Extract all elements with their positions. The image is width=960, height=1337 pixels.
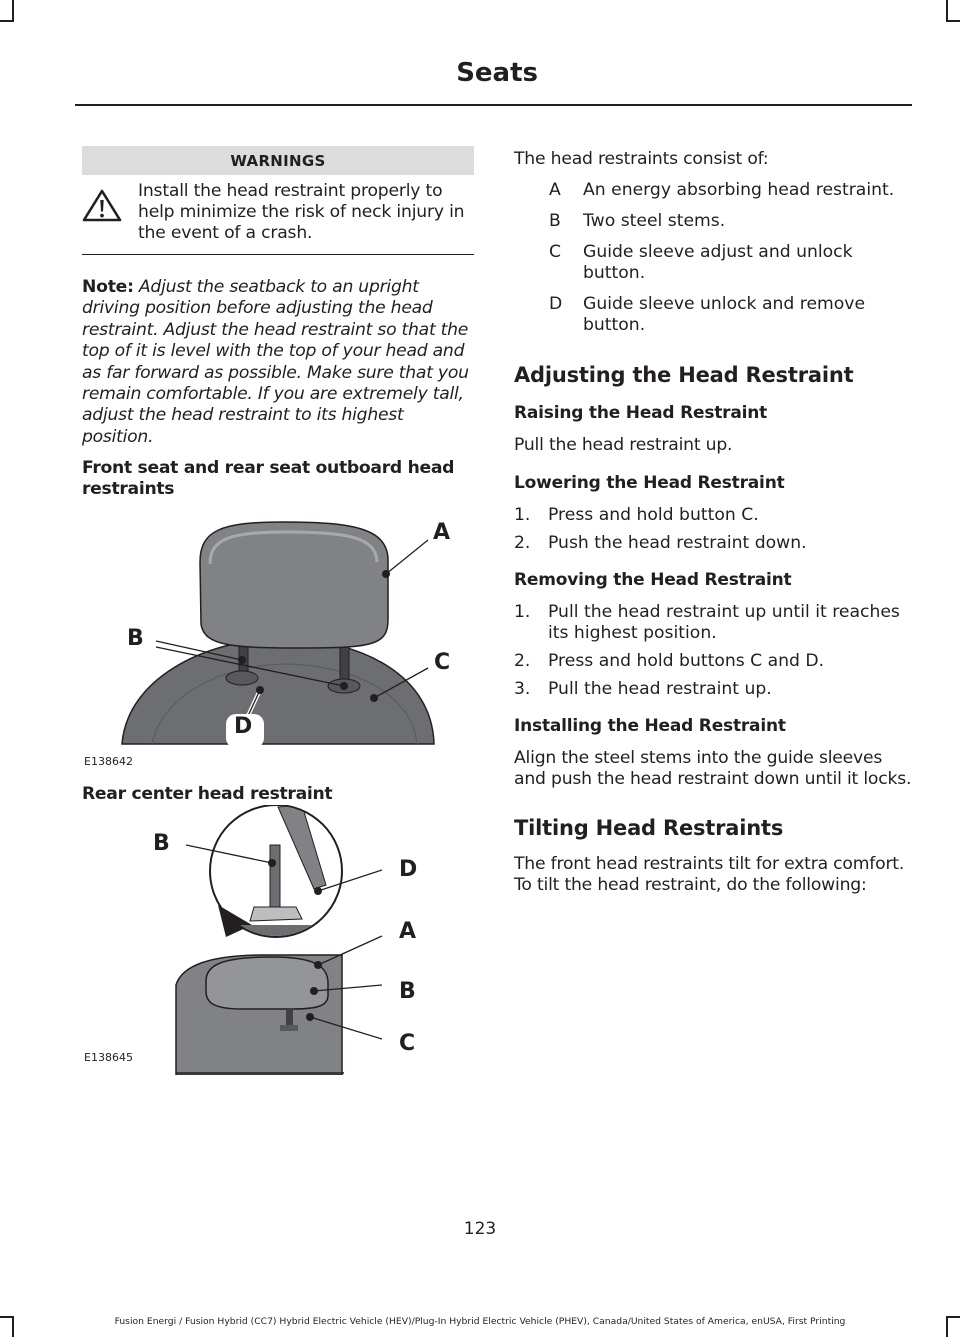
figure2-caption: Rear center head restraint <box>82 784 333 805</box>
left-column <box>82 146 474 1075</box>
list-item <box>514 505 914 526</box>
installing-heading: Installing the Head Restraint <box>514 715 786 736</box>
step-number: 2. <box>514 532 531 553</box>
page-title: Seats <box>456 58 538 88</box>
list-item-key: B <box>549 211 561 232</box>
warning-box <box>82 175 474 255</box>
component-list <box>514 180 914 336</box>
step-number: 1. <box>514 601 531 622</box>
list-item <box>514 211 914 232</box>
crop-mark <box>946 0 948 22</box>
figure1 <box>82 500 474 770</box>
removing-heading: Removing the Head Restraint <box>514 569 792 590</box>
list-item-text: Guide sleeve adjust and unlock button. <box>583 242 853 284</box>
tilting-heading: Tilting Head Restraints <box>514 815 784 840</box>
title-rule <box>75 104 912 106</box>
raising-text: Pull the head restraint up. <box>514 435 733 456</box>
warning-text: Install the head restraint properly to help minimize the risk of neck injury in the event of a crash. <box>138 181 465 243</box>
figure2-label-b-top: B <box>153 831 170 857</box>
figure2-label-a: A <box>399 919 417 945</box>
footer-text: Fusion Energi / Fusion Hybrid (CC7) Hybrid Electric Vehicle (HEV)/Plug-In Hybrid Electric Vehicle (PHEV), Canada/United States of America, enUSA, First Printing <box>114 1316 846 1327</box>
figure1-id: E138642 <box>84 755 133 769</box>
adjusting-heading: Adjusting the Head Restraint <box>514 363 854 388</box>
list-item <box>514 180 914 201</box>
raising-heading: Raising the Head Restraint <box>514 403 768 424</box>
figure2 <box>82 805 474 1075</box>
list-item-key: D <box>549 294 563 315</box>
step-text: Push the head restraint down. <box>548 532 807 553</box>
crop-mark <box>946 20 960 22</box>
note-paragraph <box>82 277 474 448</box>
crop-mark <box>0 20 14 22</box>
crop-mark <box>12 0 14 22</box>
step-number: 3. <box>514 678 531 699</box>
warnings-heading: WARNINGS <box>82 146 474 175</box>
step-number: 1. <box>514 504 531 525</box>
page-number: 123 <box>463 1219 497 1239</box>
figure2-label-b-bottom: B <box>399 979 416 1005</box>
tilting-text: The front head restraints tilt for extra comfort. To tilt the head restraint, do the following: <box>514 853 905 896</box>
list-item <box>514 602 914 644</box>
list-item-text: An energy absorbing head restraint. <box>583 180 895 201</box>
step-text: Pull the head restraint up. <box>548 678 772 699</box>
step-number: 2. <box>514 650 531 671</box>
list-item-key: A <box>549 180 561 201</box>
crop-mark <box>0 1316 14 1318</box>
list-item <box>514 533 914 554</box>
warning-triangle-icon <box>82 181 138 244</box>
step-text: Pull the head restraint up until it reaches its highest position. <box>548 601 900 643</box>
lowering-heading: Lowering the Head Restraint <box>514 472 785 493</box>
installing-text: Align the steel stems into the guide sleeves and push the head restraint down until it locks. <box>514 747 912 790</box>
list-item-text: Two steel stems. <box>583 211 726 232</box>
list-item <box>514 294 914 336</box>
figure1-label-b: B <box>127 626 144 652</box>
consist-intro: The head restraints consist of: <box>514 149 769 169</box>
step-text: Press and hold button C. <box>548 504 759 525</box>
figure2-label-d: D <box>399 857 418 883</box>
list-item <box>514 679 914 700</box>
figure1-caption: Front seat and rear seat outboard head restraints <box>82 458 455 500</box>
note-label: Note: <box>82 277 134 297</box>
list-item <box>514 242 914 284</box>
crop-mark <box>946 1316 960 1318</box>
figure1-label-a: A <box>433 520 451 546</box>
figure2-label-c: C <box>399 1031 416 1057</box>
figure1-label-c: C <box>434 650 451 676</box>
note-text: Adjust the seatback to an upright driving position before adjusting the head restraint. Adjust the head restraint so that the top of it is level with the top of your head and as far forward as possible. Make sure that you remain comfortable. If you are extremely tall, adjust the head restraint to its highest position. <box>82 277 469 447</box>
figure2-id: E138645 <box>84 1051 133 1065</box>
figure1-label-d: D <box>234 714 253 740</box>
list-item <box>514 651 914 672</box>
list-item-key: C <box>549 242 562 263</box>
crop-mark <box>946 1316 948 1337</box>
step-text: Press and hold buttons C and D. <box>548 650 825 671</box>
right-column <box>514 146 914 896</box>
crop-mark <box>12 1316 14 1337</box>
list-item-text: Guide sleeve unlock and remove button. <box>583 294 866 336</box>
